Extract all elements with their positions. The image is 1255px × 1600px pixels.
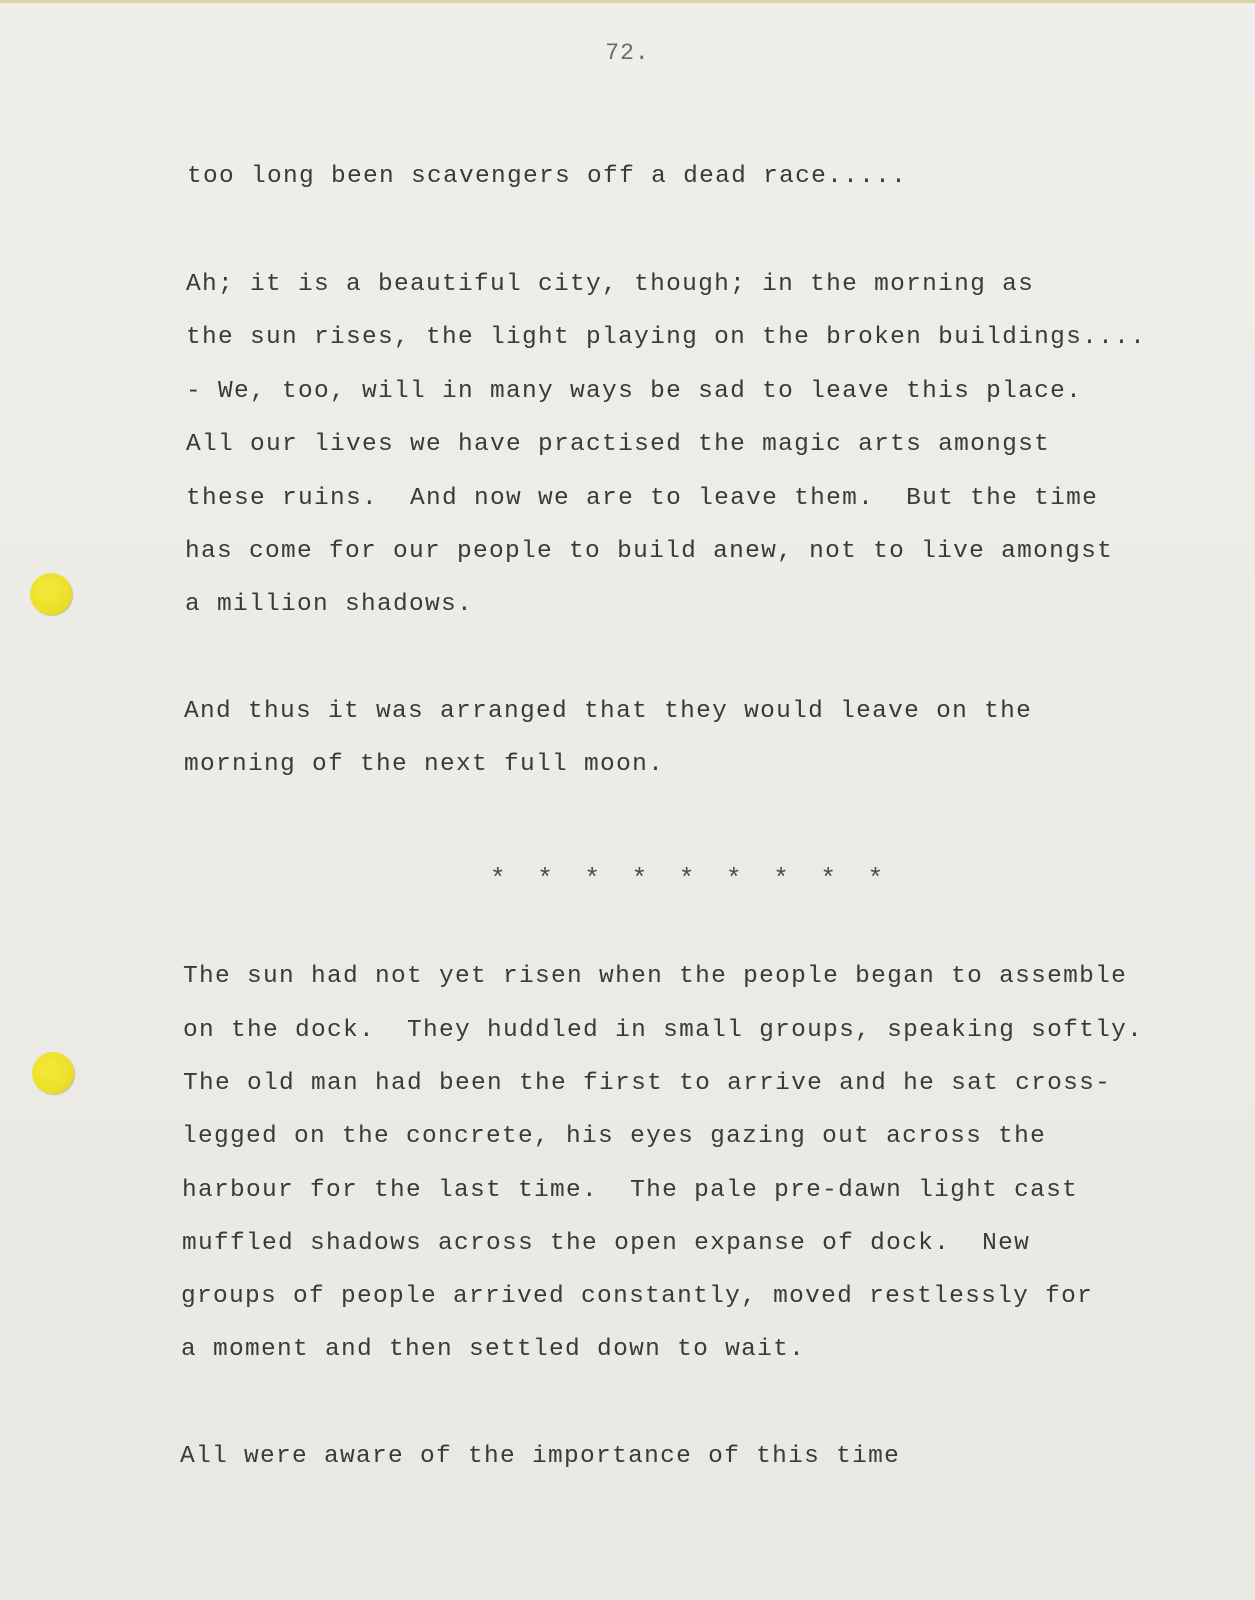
text-line: muffled shadows across the open expanse of dock. New (182, 1230, 1031, 1257)
text-line: groups of people arrived constantly, moved restlessly for (181, 1283, 1094, 1310)
text-line: these ruins. And now we are to leave them. But the time (186, 485, 1099, 512)
text-line: Ah; it is a beautiful city, though; in the morning as (186, 271, 1035, 298)
section-divider-stars: * * * * * * * * * (490, 864, 892, 894)
text-line: And thus it was arranged that they would leave on the (184, 698, 1033, 725)
text-line: The old man had been the first to arrive and he sat cross- (183, 1070, 1112, 1097)
text-line: too long been scavengers off a dead race..... (187, 163, 908, 190)
text-line: All our lives we have practised the magic arts amongst (186, 431, 1051, 458)
page-number: 72. (605, 40, 650, 66)
binder-hole-reinforcement (30, 573, 72, 615)
text-line: All were aware of the importance of this time (180, 1443, 901, 1470)
text-line: a moment and then settled down to wait. (181, 1336, 806, 1363)
text-line: - We, too, will in many ways be sad to leave this place. (186, 378, 1083, 405)
text-line: a million shadows. (185, 591, 474, 618)
text-line: The sun had not yet risen when the people began to assemble (183, 963, 1128, 990)
text-line: morning of the next full moon. (184, 751, 665, 778)
text-line: harbour for the last time. The pale pre-dawn light cast (182, 1177, 1079, 1204)
binder-hole-reinforcement (32, 1052, 74, 1094)
text-line: on the dock. They huddled in small groups, speaking softly. (183, 1017, 1144, 1044)
text-line: has come for our people to build anew, not to live amongst (185, 538, 1114, 565)
page-top-edge (0, 0, 1255, 3)
text-line: legged on the concrete, his eyes gazing out across the (182, 1123, 1047, 1150)
text-line: the sun rises, the light playing on the broken buildings.... (186, 324, 1147, 351)
